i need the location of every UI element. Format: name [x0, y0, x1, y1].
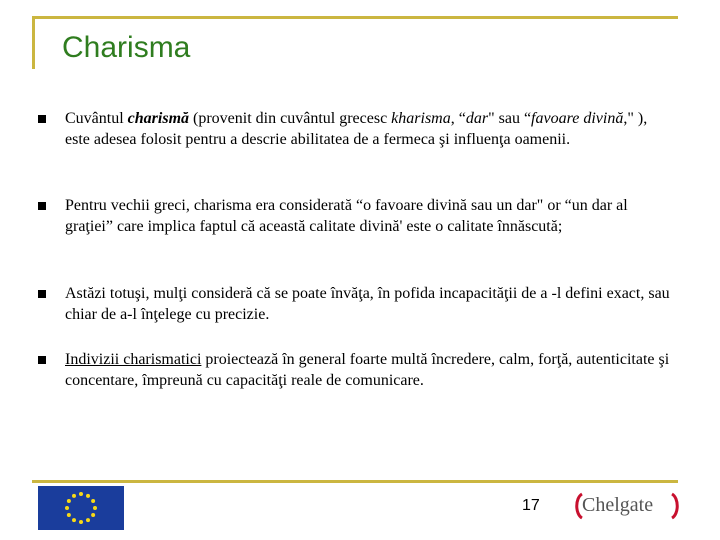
bullet-3-seg-1: Astăzi totuşi, mulţi consideră că se poate învăţa, în pofida incapacităţii de a -l defini exact, sau chiar de a-l înţelege cu precizie.	[65, 285, 670, 323]
eu-star-icon	[79, 520, 83, 524]
title-frame-left-rule	[32, 16, 35, 69]
eu-flag-stars	[38, 486, 124, 530]
slide-title: Charisma	[62, 31, 191, 64]
bullet-1-seg-9: ," ), este adesea folosit pentru a descrie abilitatea de a fermeca şi influenţa oamenii.	[65, 110, 648, 148]
page-number: 17	[522, 497, 540, 514]
eu-star-icon	[72, 518, 76, 522]
chelgate-logo-icon	[572, 486, 682, 526]
eu-star-icon	[65, 506, 69, 510]
chelgate-logo-text: Chelgate	[582, 494, 654, 516]
bullet-text	[65, 195, 675, 237]
bullet-text	[65, 108, 675, 150]
bullet-1-seg-6: dar	[465, 110, 489, 127]
bullet-1-seg-4: kharisma	[391, 110, 451, 127]
bullet-4-seg-1: Indivizii charismatici	[65, 351, 202, 368]
bullet-1-seg-8: favoare divină	[531, 110, 624, 127]
bullet-1-seg-7: " sau “	[488, 110, 532, 127]
footer-rule	[32, 480, 678, 483]
eu-star-icon	[79, 492, 83, 496]
bullet-2-seg-1: Pentru vechii greci, charisma era considerată “o favoare divină sau un dar" or “un dar al graţiei” care implica faptul că această calitate divină' este o calitate înnăscută;	[65, 197, 628, 235]
title-frame-top-rule	[32, 16, 678, 19]
bullet-square-icon	[38, 290, 46, 298]
bullet-text	[65, 349, 675, 391]
eu-star-icon	[67, 513, 71, 517]
bullet-1-seg-5: , “	[450, 110, 466, 127]
bullet-1-seg-3: (provenit din cuvântul grecesc	[189, 110, 392, 127]
eu-flag-icon	[38, 486, 124, 530]
bullet-1-seg-2: charismă	[127, 110, 190, 127]
eu-star-icon	[91, 499, 95, 503]
eu-star-icon	[86, 518, 90, 522]
bullet-4-seg-2: proiectează în general foarte multă încredere, calm, forţă, autenticitate şi concentare, împreună cu capacităţi reale de comunicare.	[65, 351, 670, 389]
bullet-1-seg-1: Cuvântul	[65, 110, 128, 127]
eu-star-icon	[72, 494, 76, 498]
bullet-square-icon	[38, 115, 46, 123]
eu-star-icon	[91, 513, 95, 517]
eu-star-icon	[93, 506, 97, 510]
eu-star-icon	[67, 499, 71, 503]
bullet-square-icon	[38, 202, 46, 210]
bullet-square-icon	[38, 356, 46, 364]
bullet-text	[65, 283, 675, 325]
eu-star-icon	[86, 494, 90, 498]
